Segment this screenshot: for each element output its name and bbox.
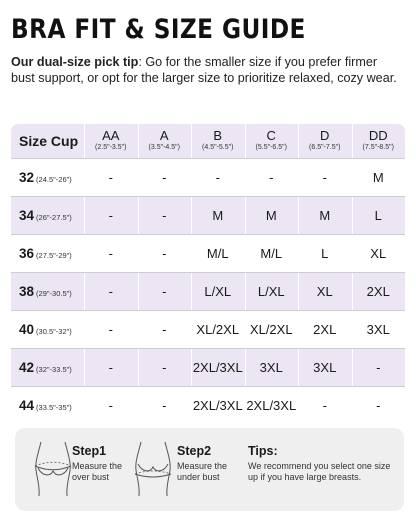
step2-title: Step2 bbox=[177, 444, 212, 458]
size-value: - bbox=[322, 398, 327, 413]
band-range: (30.5"-32") bbox=[36, 327, 72, 336]
size-value: M bbox=[372, 170, 384, 185]
under-bust-figure-icon bbox=[129, 440, 177, 498]
band-range: (26"-27.5") bbox=[36, 213, 72, 222]
band-size: 36 bbox=[19, 246, 35, 261]
cup-name: C bbox=[266, 128, 276, 143]
header-cup bbox=[191, 129, 245, 153]
size-value: L bbox=[374, 208, 382, 223]
cup-range: (7.5"-8.5") bbox=[362, 144, 394, 151]
table-row bbox=[11, 272, 405, 310]
size-cell bbox=[191, 170, 245, 185]
size-value: - bbox=[108, 360, 113, 375]
table-row bbox=[11, 348, 405, 386]
band-size: 32 bbox=[19, 170, 35, 185]
header-cup bbox=[298, 129, 352, 153]
tip-label: Our dual-size pick tip bbox=[11, 55, 139, 69]
size-value: 2XL/3XL bbox=[192, 398, 243, 413]
size-value: - bbox=[108, 208, 113, 223]
cup-range: (4.5"-5.5") bbox=[202, 144, 234, 151]
step2-desc-line1: Measure the bbox=[177, 461, 228, 471]
band-cell bbox=[11, 360, 84, 375]
size-value: - bbox=[215, 170, 220, 185]
size-cell bbox=[84, 398, 138, 413]
size-value: - bbox=[108, 398, 113, 413]
table-row bbox=[11, 234, 405, 272]
size-value: M bbox=[319, 208, 331, 223]
cup-range: (2.5"-3.5") bbox=[95, 144, 127, 151]
size-cell bbox=[298, 322, 352, 337]
header-cup bbox=[138, 129, 192, 153]
band-cell bbox=[11, 170, 84, 185]
cup-name: D bbox=[320, 128, 330, 143]
size-cell bbox=[191, 246, 245, 261]
size-cell bbox=[84, 170, 138, 185]
band-cell bbox=[11, 208, 84, 223]
size-value: L bbox=[321, 246, 329, 261]
band-cell bbox=[11, 398, 84, 413]
header-cup bbox=[352, 129, 406, 153]
size-value: M bbox=[212, 208, 224, 223]
size-value: - bbox=[108, 246, 113, 261]
cup-name: DD bbox=[368, 128, 388, 143]
size-value: - bbox=[322, 170, 327, 185]
size-cell bbox=[352, 398, 406, 413]
cup-range: (3.5"-4.5") bbox=[148, 144, 180, 151]
tips-desc-line1: We recommend you select one size bbox=[248, 461, 391, 471]
size-cell bbox=[352, 170, 406, 185]
size-cell bbox=[245, 398, 299, 413]
size-value: - bbox=[162, 360, 167, 375]
table-row bbox=[11, 196, 405, 234]
size-value: XL bbox=[370, 246, 387, 261]
size-cell bbox=[245, 246, 299, 261]
header-label: Size Cup bbox=[19, 133, 79, 149]
size-value: - bbox=[162, 246, 167, 261]
size-cell bbox=[352, 246, 406, 261]
over-bust-figure-icon bbox=[29, 440, 77, 498]
measure-guide-panel bbox=[15, 428, 404, 511]
size-cell bbox=[138, 170, 192, 185]
size-cell bbox=[138, 360, 192, 375]
band-cell bbox=[11, 322, 84, 337]
step1-title: Step1 bbox=[72, 444, 107, 458]
size-value: M/L bbox=[260, 246, 283, 261]
size-value: 2XL/3XL bbox=[246, 398, 297, 413]
band-range: (24.5"-26") bbox=[36, 175, 72, 184]
size-cell bbox=[352, 208, 406, 223]
page-title: BRA FIT & SIZE GUIDE bbox=[11, 14, 306, 45]
size-cell bbox=[191, 398, 245, 413]
size-value: M/L bbox=[206, 246, 229, 261]
band-size: 34 bbox=[19, 208, 35, 223]
tips-title: Tips: bbox=[248, 444, 278, 458]
size-value: - bbox=[376, 360, 381, 375]
size-cell bbox=[84, 360, 138, 375]
band-size: 40 bbox=[19, 322, 35, 337]
table-row bbox=[11, 158, 405, 196]
size-value: 3XL bbox=[259, 360, 283, 375]
table-header-row bbox=[11, 124, 405, 158]
size-value: - bbox=[162, 322, 167, 337]
band-cell bbox=[11, 246, 84, 261]
cup-name: A bbox=[159, 128, 169, 143]
size-value: XL/2XL bbox=[196, 322, 240, 337]
size-cell bbox=[84, 284, 138, 299]
step2-desc-line2: under bust bbox=[177, 472, 220, 482]
size-cell bbox=[138, 284, 192, 299]
size-cell bbox=[298, 246, 352, 261]
size-value: - bbox=[269, 170, 274, 185]
size-value: 3XL bbox=[313, 360, 337, 375]
header-cup bbox=[245, 129, 299, 153]
size-value: XL/2XL bbox=[249, 322, 293, 337]
dual-size-tip bbox=[11, 55, 403, 86]
size-value: L/XL bbox=[204, 284, 232, 299]
cup-name: B bbox=[213, 128, 223, 143]
size-value: 2XL bbox=[313, 322, 337, 337]
size-cell bbox=[245, 360, 299, 375]
band-range: (32"-33.5") bbox=[36, 365, 72, 374]
size-value: M bbox=[265, 208, 277, 223]
size-value: 2XL/3XL bbox=[192, 360, 243, 375]
size-value: - bbox=[162, 398, 167, 413]
size-value: - bbox=[162, 284, 167, 299]
size-cell bbox=[298, 284, 352, 299]
band-range: (27.5"-29") bbox=[36, 251, 72, 260]
band-cell bbox=[11, 284, 84, 299]
size-cell bbox=[245, 284, 299, 299]
size-cell bbox=[352, 322, 406, 337]
size-value: - bbox=[108, 322, 113, 337]
size-cell bbox=[298, 398, 352, 413]
size-value: 3XL bbox=[366, 322, 390, 337]
size-cell bbox=[298, 208, 352, 223]
size-value: - bbox=[162, 170, 167, 185]
band-range: (33.5"-35") bbox=[36, 403, 72, 412]
cup-name: AA bbox=[102, 128, 120, 143]
size-cell bbox=[298, 360, 352, 375]
size-cell bbox=[138, 208, 192, 223]
size-cell bbox=[84, 208, 138, 223]
band-range: (29"-30.5") bbox=[36, 289, 72, 298]
size-cell bbox=[84, 322, 138, 337]
size-cell bbox=[191, 208, 245, 223]
size-cell bbox=[245, 322, 299, 337]
step1-desc-line1: Measure the bbox=[72, 461, 123, 471]
size-cell bbox=[138, 322, 192, 337]
size-value: - bbox=[376, 398, 381, 413]
step1-desc-line2: over bust bbox=[72, 472, 110, 482]
size-cell bbox=[352, 360, 406, 375]
size-cell bbox=[191, 360, 245, 375]
band-size: 42 bbox=[19, 360, 35, 375]
size-cell bbox=[84, 246, 138, 261]
size-value: - bbox=[162, 208, 167, 223]
size-cell bbox=[191, 284, 245, 299]
size-cell bbox=[245, 208, 299, 223]
size-cell bbox=[138, 246, 192, 261]
size-cell bbox=[298, 170, 352, 185]
size-value: L/XL bbox=[257, 284, 285, 299]
tips-desc-line2: up if you have large breasts. bbox=[248, 472, 362, 482]
size-table bbox=[11, 124, 405, 424]
size-cell bbox=[245, 170, 299, 185]
table-row bbox=[11, 310, 405, 348]
tip-text: : Go for the smaller size if you prefer firmer bust support, or opt for the larger size to prioritize relaxed, cozy wear. bbox=[11, 55, 397, 85]
size-value: 2XL bbox=[366, 284, 390, 299]
size-value: - bbox=[108, 170, 113, 185]
band-size: 38 bbox=[19, 284, 35, 299]
table-row bbox=[11, 386, 405, 424]
size-cell bbox=[352, 284, 406, 299]
header-cup bbox=[84, 129, 138, 153]
band-size: 44 bbox=[19, 398, 35, 413]
size-cell bbox=[191, 322, 245, 337]
size-value: - bbox=[108, 284, 113, 299]
cup-range: (6.5"-7.5") bbox=[309, 144, 341, 151]
size-value: XL bbox=[316, 284, 333, 299]
cup-range: (5.5"-6.5") bbox=[255, 144, 287, 151]
size-cell bbox=[138, 398, 192, 413]
